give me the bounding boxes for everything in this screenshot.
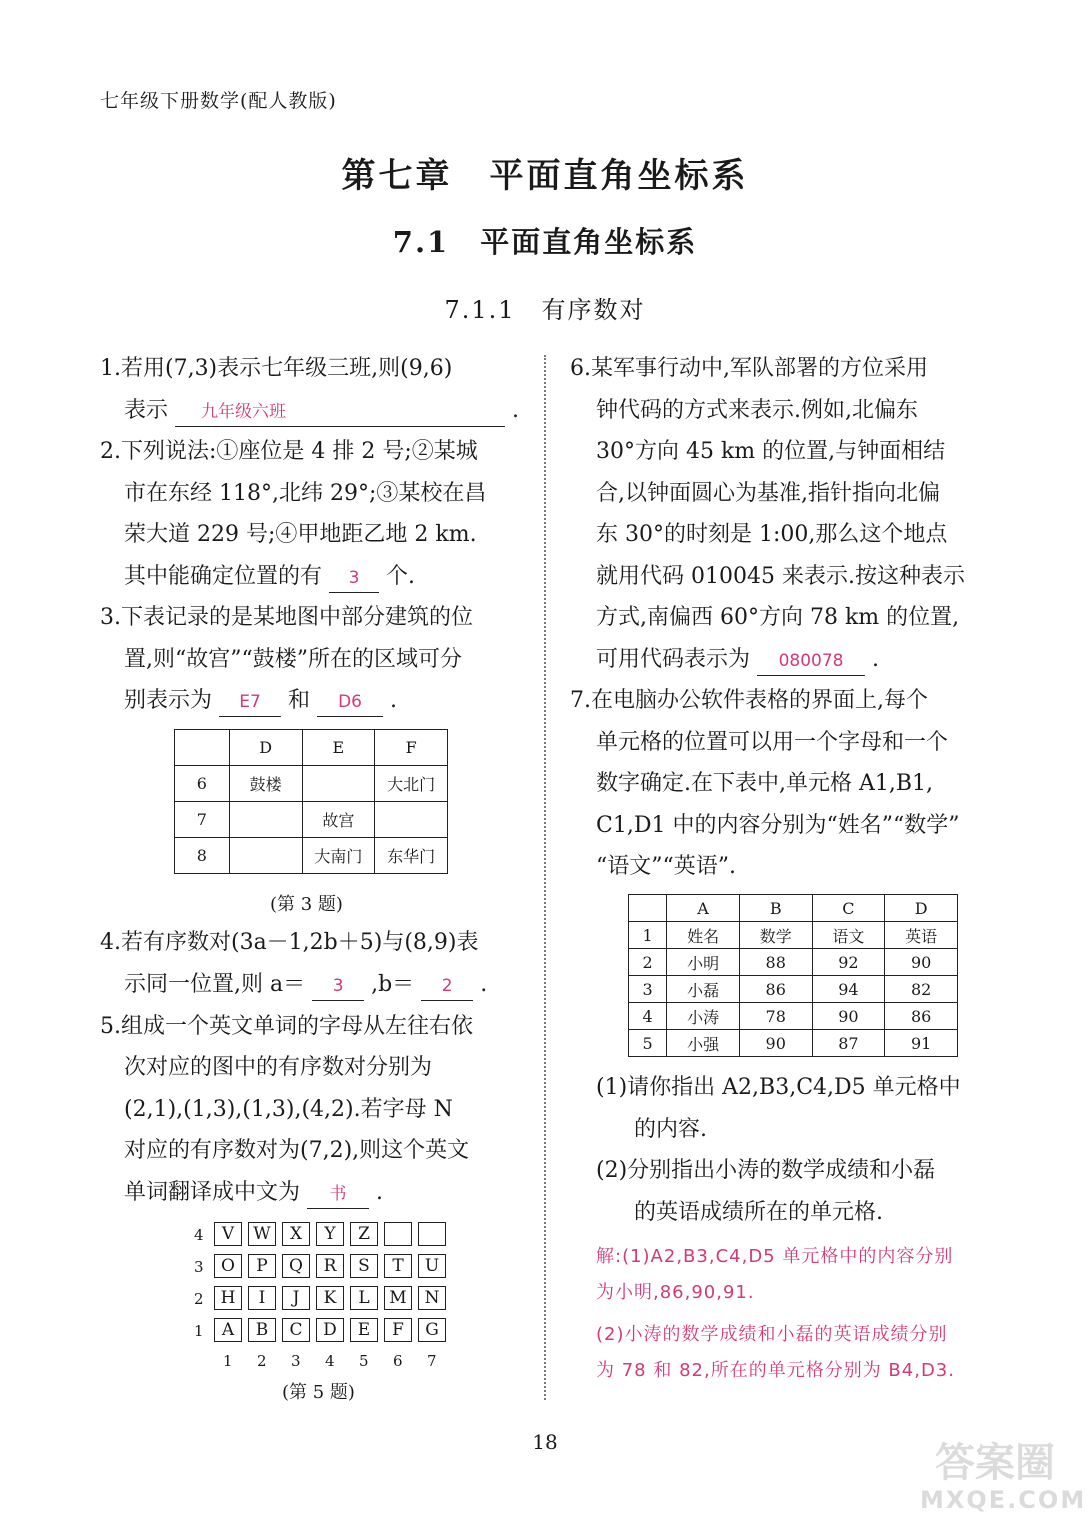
q6-line1: 6.某军事行动中,军队部署的方位采用 <box>570 356 928 381</box>
q4-answer-a: 3 <box>332 976 344 996</box>
q6-line3: 30°方向 45 km 的位置,与钟面相结 <box>596 439 946 464</box>
q5-line3: (2,1),(1,3),(1,3),(4,2).若字母 N <box>124 1097 453 1122</box>
q3-table-cell: 7 <box>175 802 230 838</box>
q7-table-cell: 3 <box>629 976 667 1003</box>
q1-suffix: . <box>512 398 520 423</box>
q3-answer2-blank <box>317 687 383 717</box>
q5-letter-cell: X <box>282 1222 310 1246</box>
q7-table-cell: D <box>885 895 958 922</box>
page-header: 七年级下册数学(配人教版) <box>100 90 337 112</box>
q7-sub1-line2: 的内容. <box>634 1117 707 1142</box>
q7-table-cell <box>629 895 667 922</box>
q2-line2: 市在东经 118°,北纬 29°;③某校在昌 <box>124 481 487 506</box>
q7-table-cell: 90 <box>885 949 958 976</box>
q4-line1: 4.若有序数对(3a－1,2b＋5)与(8,9)表 <box>100 930 479 955</box>
q5-row-label: 2 <box>194 1290 204 1308</box>
q2-line1: 2.下列说法:①座位是 4 排 2 号;②某城 <box>100 439 478 464</box>
q3-line2: 置,则“故宫”“鼓楼”所在的区域可分 <box>124 647 462 672</box>
q7-table-cell: 87 <box>812 1030 885 1057</box>
q5-letter-cell: G <box>418 1318 446 1342</box>
q7-table-cell: 小涛 <box>667 1003 740 1030</box>
q7-table-cell: 82 <box>885 976 958 1003</box>
q7-sub1-line1: (1)请你指出 A2,B3,C4,D5 单元格中 <box>596 1075 961 1100</box>
q3-line1: 3.下表记录的是某地图中部分建筑的位 <box>100 605 473 630</box>
page-number: 18 <box>532 1430 558 1454</box>
q6-line4: 合,以钟面圆心为基准,指针指向北偏 <box>596 481 940 506</box>
q3-table-header-row <box>175 730 448 766</box>
q7-solution-line3: (2)小涛的数学成绩和小磊的英语成绩分别 <box>596 1324 948 1345</box>
q5-prefix: 单词翻译成中文为 <box>124 1180 301 1205</box>
q1-answer: 九年级六班 <box>201 402 287 422</box>
q5-suffix: . <box>376 1180 384 1205</box>
q5-letter-cell: T <box>384 1254 412 1278</box>
q2-answer-blank <box>329 563 379 593</box>
q6-line2: 钟代码的方式来表示.例如,北偏东 <box>596 398 918 423</box>
q5-row-label: 1 <box>194 1322 204 1340</box>
q5-letter-cell <box>418 1222 446 1246</box>
q3-table-cell: E <box>302 730 375 766</box>
q5-letter-cell: U <box>418 1254 446 1278</box>
q7-table-cell: 姓名 <box>667 922 740 949</box>
q7-table-row <box>629 949 958 976</box>
q3-table-cell <box>229 838 302 874</box>
q3-prefix: 别表示为 <box>124 688 213 713</box>
q5-col-label: 1 <box>223 1352 233 1370</box>
q5-letter-cell: C <box>282 1318 310 1342</box>
q5-letter-cell: A <box>214 1318 242 1342</box>
q7-table <box>628 894 958 1057</box>
q5-letter-cell: F <box>384 1318 412 1342</box>
q7-table-row <box>629 1030 958 1057</box>
q5-line4: 对应的有序数对为(7,2),则这个英文 <box>124 1138 470 1163</box>
q7-table-cell: 小明 <box>667 949 740 976</box>
q5-letter-cell: S <box>350 1254 378 1278</box>
q3-table-cell: 东华门 <box>375 838 448 874</box>
q5-letter-cell: L <box>350 1286 378 1310</box>
q3-table-cell: 故宫 <box>302 802 375 838</box>
q6-answer: 080078 <box>778 651 844 671</box>
q4-line2 <box>124 971 487 1001</box>
q3-answer2: D6 <box>338 692 362 712</box>
q3-line3 <box>124 687 397 717</box>
q5-row-label: 3 <box>194 1258 204 1276</box>
q3-mid: 和 <box>288 688 311 713</box>
q1-line1: 1.若用(7,3)表示七年级三班,则(9,6) <box>100 356 453 381</box>
q5-col-label: 5 <box>359 1352 369 1370</box>
q4-answer-b-blank <box>421 971 473 1001</box>
q3-table-cell: 8 <box>175 838 230 874</box>
q5-letter-cell: K <box>316 1286 344 1310</box>
q7-table-row <box>629 976 958 1003</box>
q3-table-cell: 大北门 <box>375 766 448 802</box>
q7-line3: 数字确定.在下表中,单元格 A1,B1, <box>596 771 934 796</box>
q7-table-cell: 小磊 <box>667 976 740 1003</box>
q5-letter-cell: H <box>214 1286 242 1310</box>
q7-table-cell: C <box>812 895 885 922</box>
q7-table-header-row <box>629 895 958 922</box>
q5-line1: 5.组成一个英文单词的字母从左往右依 <box>100 1014 473 1039</box>
subsection-title: 7.1.1 有序数对 <box>444 296 646 324</box>
q5-line5 <box>124 1179 383 1209</box>
q7-solution-line1: 解:(1)A2,B3,C4,D5 单元格中的内容分别 <box>596 1246 954 1267</box>
q3-table-cell <box>175 730 230 766</box>
q3-table-cell <box>229 802 302 838</box>
q3-table-cell <box>302 766 375 802</box>
q5-col-label: 6 <box>393 1352 403 1370</box>
q5-col-label: 4 <box>325 1352 335 1370</box>
q5-letter-cell: V <box>214 1222 242 1246</box>
q6-line6: 就用代码 010045 来表示.按这种表示 <box>596 564 965 589</box>
q7-table-row <box>629 1003 958 1030</box>
q5-letter-cell: I <box>248 1286 276 1310</box>
q7-table-cell: 5 <box>629 1030 667 1057</box>
watermark-title: 答案圈 <box>935 1440 1055 1486</box>
q7-table-cell: 数学 <box>739 922 812 949</box>
q6-answer-blank <box>757 646 865 676</box>
q3-caption: (第 3 题) <box>270 894 343 915</box>
q5-answer: 书 <box>329 1184 347 1204</box>
q1-prefix: 表示 <box>124 398 169 423</box>
section-title: 7.1 平面直角坐标系 <box>392 225 698 259</box>
q5-letter-cell: Y <box>316 1222 344 1246</box>
q7-solution-line2: 为小明,86,90,91. <box>596 1282 755 1303</box>
q5-col-label: 3 <box>291 1352 301 1370</box>
q3-table <box>174 729 448 874</box>
q7-table-cell: 小强 <box>667 1030 740 1057</box>
watermark-logo <box>920 1440 1087 1522</box>
q7-sub2-line2: 的英语成绩所在的单元格. <box>634 1200 883 1225</box>
q7-table-cell: 语文 <box>812 922 885 949</box>
q7-line5: “语文”“英语”. <box>596 854 736 879</box>
q7-table-cell: 90 <box>812 1003 885 1030</box>
q5-letter-cell: R <box>316 1254 344 1278</box>
q6-suffix: . <box>872 647 880 672</box>
q6-line7: 方式,南偏西 60°方向 78 km 的位置, <box>596 605 960 630</box>
q7-table-cell: 92 <box>812 949 885 976</box>
q3-table-cell: F <box>375 730 448 766</box>
q3-table-cell: 鼓楼 <box>229 766 302 802</box>
q7-line2: 单元格的位置可以用一个字母和一个 <box>596 730 949 755</box>
q5-letter-cell: M <box>384 1286 412 1310</box>
q3-table-cell: 大南门 <box>302 838 375 874</box>
q5-letter-cell: J <box>282 1286 310 1310</box>
q5-letter-cell: W <box>248 1222 276 1246</box>
q7-sub2-line1: (2)分别指出小涛的数学成绩和小磊 <box>596 1158 936 1183</box>
q6-prefix: 可用代码表示为 <box>596 647 751 672</box>
watermark-url: MXQE.COM <box>920 1486 1087 1514</box>
q6-line8 <box>596 646 879 676</box>
q4-answer-b: 2 <box>441 976 453 996</box>
q3-table-cell: D <box>229 730 302 766</box>
q1-answer-blank <box>175 397 505 427</box>
q3-answer1: E7 <box>239 692 261 712</box>
q1-line2 <box>124 397 519 427</box>
q7-table-cell: 88 <box>739 949 812 976</box>
q7-table-cell: 1 <box>629 922 667 949</box>
q5-col-label: 2 <box>257 1352 267 1370</box>
q7-table-cell: 86 <box>739 976 812 1003</box>
q7-table-cell: B <box>739 895 812 922</box>
q7-table-cell: 2 <box>629 949 667 976</box>
chapter-title: 第七章 平面直角坐标系 <box>341 156 749 196</box>
column-divider <box>544 355 546 1400</box>
q2-line4 <box>124 563 415 593</box>
q7-table-cell: 英语 <box>885 922 958 949</box>
q5-row-label: 4 <box>194 1226 204 1244</box>
q2-answer: 3 <box>348 568 360 588</box>
q7-table-cell: 78 <box>739 1003 812 1030</box>
q3-table-row <box>175 802 448 838</box>
q3-table-row <box>175 838 448 874</box>
q5-answer-blank <box>307 1179 369 1209</box>
q3-suffix: . <box>390 688 398 713</box>
q4-answer-a-blank <box>312 971 364 1001</box>
q3-answer1-blank <box>219 687 281 717</box>
q5-letter-cell: D <box>316 1318 344 1342</box>
q5-caption: (第 5 题) <box>282 1382 355 1403</box>
q4-prefix: 示同一位置,则 a＝ <box>124 972 306 997</box>
q7-solution-line4: 为 78 和 82,所在的单元格分别为 B4,D3. <box>596 1360 955 1381</box>
q7-line1: 7.在电脑办公软件表格的界面上,每个 <box>570 688 928 713</box>
q7-table-cell: 94 <box>812 976 885 1003</box>
q7-table-cell: 4 <box>629 1003 667 1030</box>
q3-table-cell: 6 <box>175 766 230 802</box>
q5-line2: 次对应的图中的有序数对分别为 <box>124 1055 433 1080</box>
q5-letter-cell: P <box>248 1254 276 1278</box>
q5-letter-cell: Z <box>350 1222 378 1246</box>
q2-suffix: 个. <box>386 564 416 589</box>
q7-line4: C1,D1 中的内容分别为“姓名”“数学” <box>596 813 960 838</box>
q2-line3: 荣大道 229 号;④甲地距乙地 2 km. <box>124 522 477 547</box>
q7-table-cell: A <box>667 895 740 922</box>
q5-letter-cell: B <box>248 1318 276 1342</box>
q5-col-label: 7 <box>427 1352 437 1370</box>
q6-line5: 东 30°的时刻是 1:00,那么这个地点 <box>596 522 948 547</box>
q4-mid: ,b＝ <box>371 972 415 997</box>
q5-letter-cell: O <box>214 1254 242 1278</box>
q5-letter-cell: N <box>418 1286 446 1310</box>
q7-table-cell: 91 <box>885 1030 958 1057</box>
q3-table-cell <box>375 802 448 838</box>
q7-table-cell: 86 <box>885 1003 958 1030</box>
q5-letter-cell: E <box>350 1318 378 1342</box>
q7-table-cell: 90 <box>739 1030 812 1057</box>
q2-prefix: 其中能确定位置的有 <box>124 564 323 589</box>
q3-table-row <box>175 766 448 802</box>
q5-letter-cell <box>384 1222 412 1246</box>
q7-table-row <box>629 922 958 949</box>
q5-letter-cell: Q <box>282 1254 310 1278</box>
q4-suffix: . <box>480 972 488 997</box>
